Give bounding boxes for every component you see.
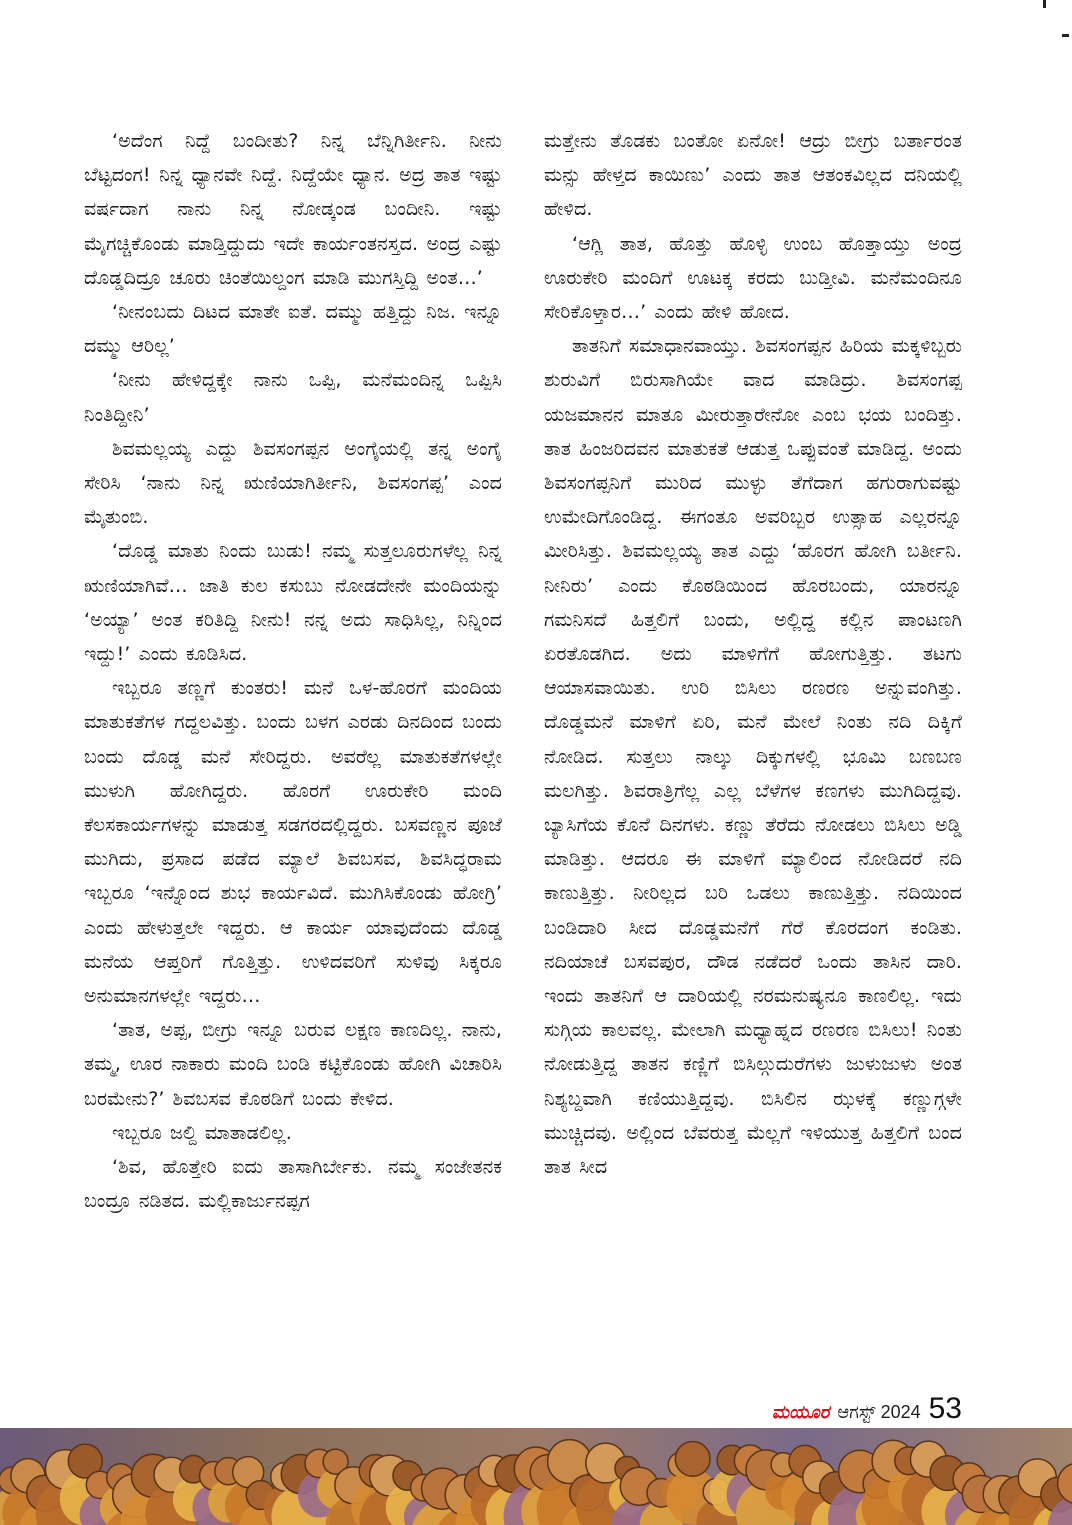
paragraph: ಇಬ್ಬರೂ ಜಲ್ದಿ ಮಾತಾಡಲಿಲ್ಲ. [112, 1121, 292, 1144]
page-number: 53 [928, 1392, 962, 1425]
page-footer [772, 1392, 962, 1428]
paragraph: ‘ನೀನು ಹೇಳಿದ್ದಕ್ಕೇ ನಾನು ಒಪ್ಪಿ, ಮನೆಮಂದಿನ್ನ ಒಪ್ಪಿಸಿ ನಿಂತಿದ್ದೀನಿ’ [84, 369, 502, 426]
figure-head [675, 1441, 710, 1476]
crop-mark-side [1062, 34, 1069, 37]
crop-mark-top [1043, 0, 1046, 8]
paragraph: ‘ಶಿವ, ಹೊತ್ತೇರಿ ಐದು ತಾಸಾಗಿರ್ಬೇಕು. ನಮ್ಮ ಸಂಜೇತನಕ ಬಂದ್ರೂ ನಡಿತದ. ಮಲ್ಲಿಕಾರ್ಜುನಪ್ಪಗ [84, 1156, 502, 1213]
left-column [84, 124, 502, 1386]
paragraph: ತಾತನಿಗೆ ಸಮಾಧಾನವಾಯ್ತು. ಶಿವಸಂಗಪ್ಪನ ಹಿರಿಯ ಮಕ್ಕಳಿಬ್ಬರು ಶುರುವಿಗೆ ಬಿರುಸಾಗಿಯೇ ವಾದ ಮಾಡಿದ್ರು. ಶಿವಸಂಗಪ್ಪ ಯಜಮಾನನ ಮಾತೂ ಮೀರುತ್ತಾರೇನೋ ಎಂಬ ಭಯ ಬಂದಿತ್ತು. ತಾತ ಹಿಂಜರಿದವನ ಮಾತುಕತೆ ಆಡುತ್ತ ಒಪ್ಪುವಂತೆ ಮಾಡಿದ್ದ. ಅಂದು ಶಿವಸಂಗಪ್ಪನಿಗೆ ಮುರಿದ ಮುಳ್ಳು ತೆಗೆದಾಗ ಹಗುರಾಗುವಷ್ಟು ಉಮೇದಿಗೊಂಡಿದ್ದ. ಈಗಂತೂ ಅವರಿಬ್ಬರ ಉತ್ಸಾಹ ಎಲ್ಲರನ್ನೂ ಮೀರಿಸಿತ್ತು. ಶಿವಮಲ್ಲಯ್ಯ ತಾತ ಎದ್ದು ‘ಹೊರಗ ಹೋಗಿ ಬರ್ತೀನಿ. ನೀನಿರು’ ಎಂದು ಕೊಠಡಿಯಿಂದ ಹೊರಬಂದು, ಯಾರನ್ನೂ ಗಮನಿಸದೆ ಹಿತ್ತಲಿಗೆ ಬಂದು, ಅಲ್ಲಿದ್ದ ಕಲ್ಲಿನ ಪಾಂಟಣಗಿ ಏರತೊಡಗಿದ. ಅದು ಮಾಳಿಗೆಗೆ ಹೋಗುತ್ತಿತ್ತು. ತಟಗು ಆಯಾಸವಾಯಿತು. ಉರಿ ಬಿಸಿಲು ರಣರಣ ಅನ್ನುವಂಗಿತ್ತು. ದೊಡ್ಡಮನೆ ಮಾಳಿಗೆ ಏರಿ, ಮನೆ ಮೇಲೆ ನಿಂತು ನದಿ ದಿಕ್ಕಿಗೆ ನೋಡಿದ. ಸುತ್ತಲು ನಾಲ್ಕು ದಿಕ್ಕುಗಳಲ್ಲಿ ಭೂಮಿ ಬಣಬಣ ಮಲಗಿತ್ತು. ಶಿವರಾತ್ರಿಗೆಲ್ಲ ಎಲ್ಲ ಬೆಳೆಗಳ ಕಣಗಳು ಮುಗಿದಿದ್ದವು. ಬ್ಯಾಸಿಗೆಯ ಕೊನೆ ದಿನಗಳು. ಕಣ್ಣು ತೆರೆದು ನೋಡಲು ಬಿಸಿಲು ಅಡ್ಡಿ ಮಾಡಿತ್ತು. ಆದರೂ ಈ ಮಾಳಿಗೆ ಮ್ಯಾಲಿಂದ ನೋಡಿದರೆ ನದಿ ಕಾಣುತ್ತಿತ್ತು. ನೀರಿಲ್ಲದ ಬರಿ ಒಡಲು ಕಾಣುತ್ತಿತ್ತು. ನದಿಯಿಂದ ಬಂಡಿದಾರಿ ಸೀದ ದೊಡ್ಡಮನೆಗೆ ಗೆರೆ ಕೊರದಂಗ ಕಂಡಿತು. ನದಿಯಾಚೆ ಬಸವಪುರ, ದೌಡ ನಡೆದರೆ ಒಂದು ತಾಸಿನ ದಾರಿ. ಇಂದು ತಾತನಿಗೆ ಆ ದಾರಿಯಲ್ಲಿ ನರಮನುಷ್ಯನೂ ಕಾಣಲಿಲ್ಲ. ಇದು ಸುಗ್ಗಿಯ ಕಾಲವಲ್ಲ. ಮೇಲಾಗಿ ಮಧ್ಯಾಹ್ನದ ರಣರಣ ಬಿಸಿಲು! ನಿಂತು ನೋಡುತ್ತಿದ್ದ ತಾತನ ಕಣ್ಣಿಗೆ ಬಿಸಿಲ್ಗುದುರೆಗಳು ಜುಳುಜುಳು ಅಂತ ನಿಶ್ಯಬ್ದವಾಗಿ ಕಣಿಯುತ್ತಿದ್ದವು. ಬಿಸಿಲಿನ ಝಳಕ್ಕೆ ಕಣ್ಣುಗ್ಗಳೇ ಮುಚ್ಚಿದವು. ಅಲ್ಲಿಂದ ಬೆವರುತ್ತ ಮೆಲ್ಲಗೆ ಇಳಿಯುತ್ತ ಹಿತ್ತಲಿಗೆ ಬಂದ ತಾತ ಸೀದ [544, 335, 962, 1179]
paragraph: ಶಿವಮಲ್ಲಯ್ಯ ಎದ್ದು ಶಿವಸಂಗಪ್ಪನ ಅಂಗೈಯಲ್ಲಿ ತನ್ನ ಅಂಗೈ ಸೇರಿಸಿ ‘ನಾನು ನಿನ್ನ ಋಣಿಯಾಗಿರ್ತೀನಿ, ಶಿವಸಂಗಪ್ಪ’ ಎಂದ ಮೈತುಂಬಿ. [84, 437, 502, 529]
paragraph: ‘ತಾತ, ಅಪ್ಪ, ಬೀಗ್ರು ಇನ್ನೂ ಬರುವ ಲಕ್ಷಣ ಕಾಣದಿಲ್ಲ. ನಾನು, ತಮ್ಮ, ಊರ ನಾಕಾರು ಮಂದಿ ಬಂಡಿ ಕಟ್ಟಿಕೊಂಡು ಹೋಗಿ ವಿಚಾರಿಸಿ ಬರಮೇನು?’ ಶಿವಬಸವ ಕೊಠಡಿಗೆ ಬಂದು ಕೇಳಿದ. [84, 1019, 502, 1110]
decorative-illustration-strip [0, 1428, 1072, 1525]
paragraph: ಮತ್ತೇನು ತೊಡಕು ಬಂತೋ ಏನೋ! ಆದ್ರು ಬೀಗ್ರು ಬರ್ತಾರಂತ ಮನ್ಸು ಹೇಳ್ತದ ಕಾಯಿಣು’ ಎಂದು ತಾತ ಆತಂಕವಿಲ್ಲದ ದನಿಯಲ್ಲಿ ಹೇಳಿದ. [544, 130, 962, 221]
issue-date: ಆಗಸ್ಟ್ 2024 [837, 1402, 921, 1422]
paragraph: ಇಬ್ಬರೂ ತಣ್ಣಗೆ ಕುಂತರು! ಮನೆ ಒಳ-ಹೊರಗೆ ಮಂದಿಯ ಮಾತುಕತೆಗಳ ಗದ್ದಲವಿತ್ತು. ಬಂದು ಬಳಗ ಎರಡು ದಿನದಿಂದ ಬಂದು ಬಂದು ದೊಡ್ಡ ಮನೆ ಸೇರಿದ್ದರು. ಅವರೆಲ್ಲ ಮಾತುಕತೆಗಳಲ್ಲೇ ಮುಳುಗಿ ಹೋಗಿದ್ದರು. ಹೊರಗೆ ಊರುಕೇರಿ ಮಂದಿ ಕೆಲಸಕಾರ್ಯಗಳನ್ನು ಮಾಡುತ್ತ ಸಡಗರದಲ್ಲಿದ್ದರು. ಬಸವಣ್ಣನ ಪೂಜೆ ಮುಗಿದು, ಪ್ರಸಾದ ಪಡೆದ ಮ್ಯಾಲೆ ಶಿವಬಸವ, ಶಿವಸಿದ್ಧರಾಮ ಇಬ್ಬರೂ ‘ಇನ್ನೊಂದ ಶುಭ ಕಾರ್ಯವಿದೆ. ಮುಗಿಸಿಕೊಂಡು ಹೋಗ್ರಿ’ ಎಂದು ಹೇಳುತ್ತಲೇ ಇದ್ದರು. ಆ ಕಾರ್ಯ ಯಾವುದೆಂದು ದೊಡ್ಡ ಮನೆಯ ಆಪ್ತರಿಗೆ ಗೊತ್ತಿತ್ತು. ಉಳಿದವರಿಗೆ ಸುಳಿವು ಸಿಕ್ಕರೂ ಅನುಮಾನಗಳಲ್ಲೇ ಇದ್ದರು… [84, 677, 502, 1008]
crowd-painting-illustration [0, 1428, 1072, 1525]
paragraph: ‘ನೀನಂಬದು ದಿಟದ ಮಾತೇ ಐತೆ. ದಮ್ಮು ಹತ್ತಿದ್ದು ನಿಜ. ಇನ್ನೂ ದಮ್ಮು ಆರಿಲ್ಲ’ [84, 301, 502, 358]
magazine-name: ಮಯೂರ [771, 1402, 830, 1422]
article-body [84, 124, 964, 1386]
paragraph: ‘ದೊಡ್ಡ ಮಾತು ನಿಂದು ಬುಡು! ನಮ್ಮ ಸುತ್ತಲೂರುಗಳೆಲ್ಲ ನಿನ್ನ ಋಣಿಯಾಗಿವೆ… ಜಾತಿ ಕುಲ ಕಸುಬು ನೋಡದೇನೇ ಮಂದಿಯನ್ನು ‘ಅಯ್ಯಾ’ ಅಂತ ಕರಿತಿದ್ದಿ ನೀನು! ನನ್ನ ಅದು ಸಾಧಿಸಿಲ್ಲ, ನಿನ್ನಿಂದ ಇದ್ದು!’ ಎಂದು ಕೂಡಿಸಿದ. [84, 540, 502, 666]
paragraph: ‘ಆಗ್ಲಿ ತಾತ, ಹೊತ್ತು ಹೊಳ್ಳಿ ಉಂಬ ಹೊತ್ತಾಯ್ತು ಅಂದ್ರ ಊರುಕೇರಿ ಮಂದಿಗೆ ಊಟಕ್ಕ ಕರದು ಬುಡ್ತೀವಿ. ಮನೆಮಂದಿನೂ ಸೇರಿಕೊಳ್ತಾರ…’ ಎಂದು ಹೇಳಿ ಹೋದ. [544, 232, 962, 324]
right-column [544, 124, 962, 1386]
paragraph: ‘ಅದೆಂಗ ನಿದ್ದೆ ಬಂದೀತು? ನಿನ್ನ ಬೆನ್ನಿಗಿರ್ತೀನಿ. ನೀನು ಬೆಟ್ಟದಂಗ! ನಿನ್ನ ಧ್ಯಾನವೇ ನಿದ್ದೆ. ನಿದ್ದೆಯೇ ಧ್ಯಾನ. ಅದ್ರ ತಾತ ಇಷ್ಟು ವರ್ಷದಾಗ ನಾನು ನಿನ್ನ ನೋಡ್ಕಂಡ ಬಂದೀನಿ. ಇಷ್ಟು ಮೈಗಚ್ಚಿಕೊಂಡು ಮಾಡ್ತಿದ್ದುದು ಇದೇ ಕಾರ್ಯಂತನಸ್ತದ. ಅಂದ್ರ ಎಷ್ಟು ದೊಡ್ಡದಿದ್ರೂ ಚೂರು ಚಿಂತೆಯಿಲ್ದಂಗ ಮಾಡಿ ಮುಗಸ್ತಿದ್ದಿ ಅಂತ…’ [84, 130, 502, 289]
